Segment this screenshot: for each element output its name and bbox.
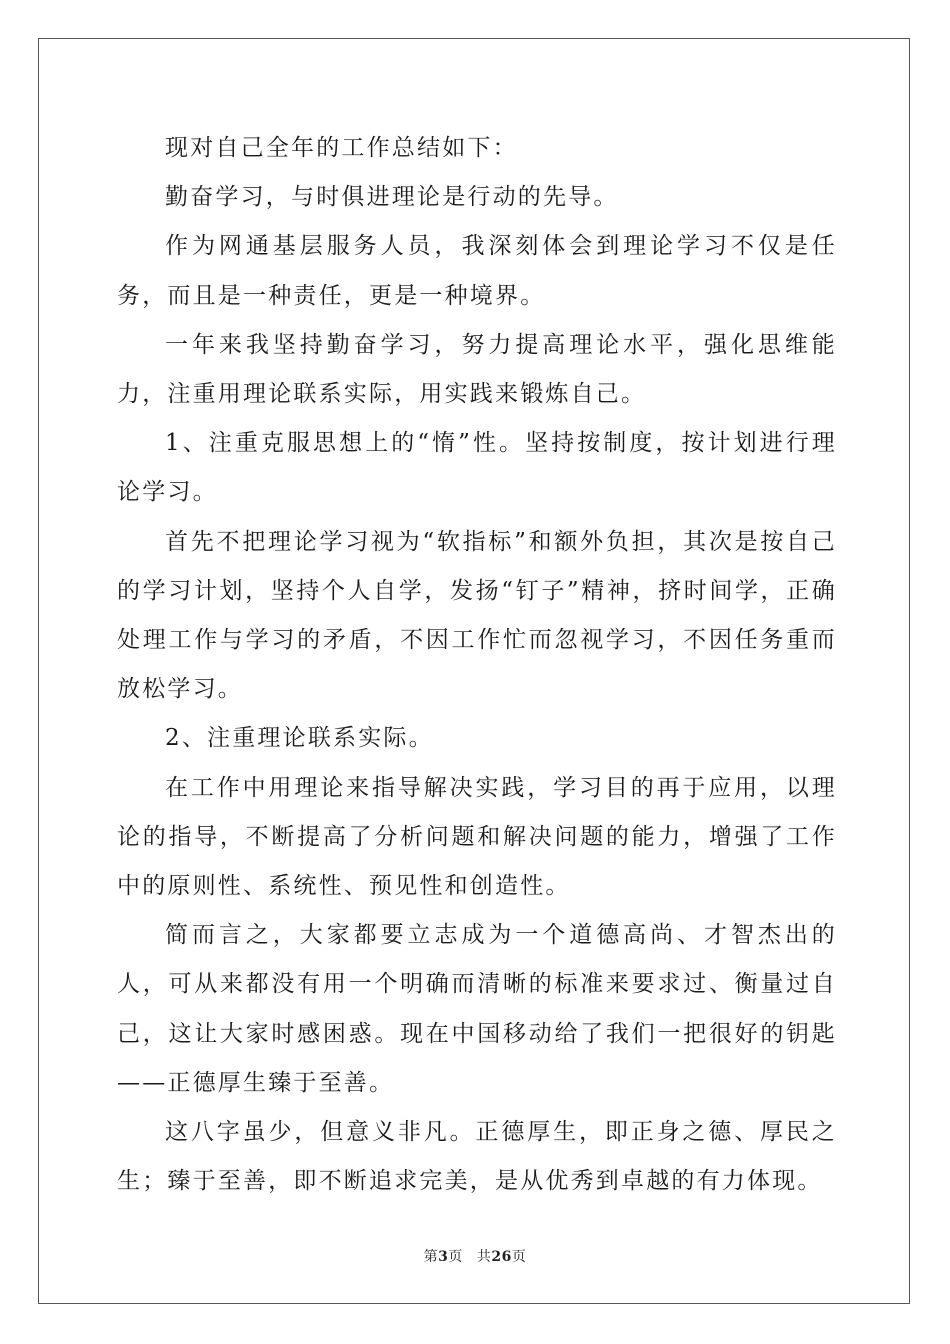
current-page-number: 3 <box>438 1249 449 1265</box>
page-footer <box>0 1246 950 1266</box>
paragraph: 首先不把理论学习视为“软指标”和额外负担，其次是按自己的学习计划，坚持个人自学，发扬“钉子”精神，挤时间学，正确处理工作与学习的矛盾，不因工作忙而忽视学习，不因任务重而放松学习。 <box>117 528 837 703</box>
paragraph: 在工作中用理论来指导解决实践，学习目的再于应用，以理论的指导，不断提高了分析问题和解决问题的能力，增强了工作中的原则性、系统性、预见性和创造性。 <box>117 774 837 900</box>
paragraph: 勤奋学习，与时俱进理论是行动的先导。 <box>165 184 619 211</box>
total-prefix: 共 <box>476 1249 492 1265</box>
page-suffix: 页 <box>448 1249 463 1265</box>
total-page-count: 26 <box>491 1249 512 1265</box>
paragraph: 简而言之，大家都要立志成为一个道德高尚、才智杰出的人，可从来都没有用一个明确而清晰的标准来要求过、衡量过自己，这让大家时感困惑。现在中国移动给了我们一把很好的钥匙——正德厚生臻于至善。 <box>117 922 837 1096</box>
document-body <box>117 124 837 1206</box>
paragraph: 这八字虽少，但意义非凡。正德厚生，即正身之德、厚民之生；臻于至善，即不断追求完美，是从优秀到卓越的有力体现。 <box>117 1119 837 1195</box>
paragraph: 作为网通基层服务人员，我深刻体会到理论学习不仅是任务，而且是一种责任，更是一种境界。 <box>117 233 837 309</box>
paragraph: 1、注重克服思想上的“惰”性。坚持按制度，按计划进行理论学习。 <box>117 430 837 506</box>
paragraph: 现对自己全年的工作总结如下： <box>165 135 518 161</box>
total-suffix: 页 <box>511 1249 527 1265</box>
paragraph: 一年来我坚持勤奋学习，努力提高理论水平，强化思维能力，注重用理论联系实际，用实践来锻炼自己。 <box>117 331 837 408</box>
page-prefix: 第 <box>423 1249 439 1265</box>
paragraph: 2、注重理论联系实际。 <box>165 725 434 752</box>
